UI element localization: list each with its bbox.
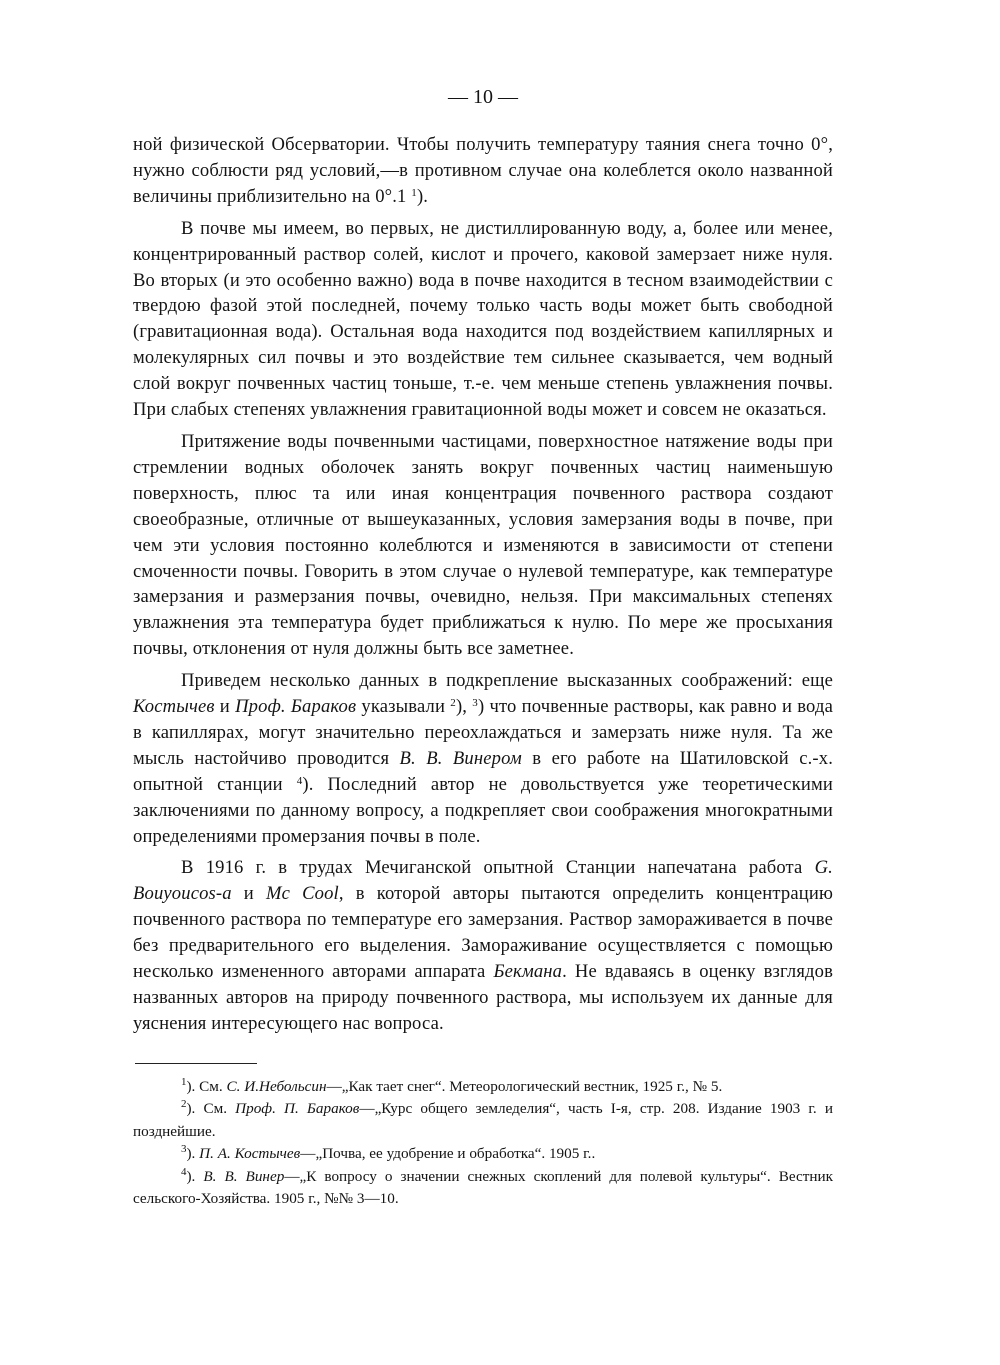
footnote-2: $^2$). См. Проф. П. Бараков—„Курс общего земледелия“, часть I-я, стр. 208. Издание 1903 г. и позднейшие.: [133, 1098, 833, 1140]
footnote-1: $^1$). См. С. И.Небольсин—„Как тает снег“. Метеорологический вестник, 1925 г., № 5.: [181, 1075, 723, 1095]
italic-name: П. А. Костычев: [199, 1145, 301, 1163]
italic-name: В. В. Винер: [203, 1167, 285, 1185]
footnote-marker: 3: [181, 1143, 187, 1156]
footnote-marker: 1: [411, 186, 417, 199]
paragraph-water-attraction: Притяжение воды почвенными частицами, поверхностное натяжение воды при стремлении водных оболочек занять вокруг почвенных частиц наименьшую поверхность, плюс та или иная концентрация почвенного раствора создают своеобразные, отличные от вышеуказанных, условия замерзания воды в почве, при чем эти условия постоянно колеблются и изменяются в зависимости от степени смоченности почвы. Говорить в этом случае о нулевой температуре, как температуре замерзания и размерзания почвы, очевидно, нельзя. При максимальных степенях увлажнения эта температура будет приближаться к нулю. По мере же просыхания почвы, отклонения от нуля должны быть все заметнее.: [133, 430, 833, 660]
italic-name: G. Bouyoucos-a: [133, 857, 833, 905]
footnotes: [133, 1076, 833, 1211]
italic-name: Проф. Бараков: [235, 696, 357, 718]
page-number: — 10 —: [448, 86, 518, 108]
paragraph-bouyoucos-study: В 1916 г. в трудах Мечиганской опытной Станции напечатана работа G. Bouyoucos-a и Mc Cool, в которой авторы пытаются определить концентрацию почвенного раствора по температуре его замерзания. Раствор замораживается в почве без предварительного его выделения. Замораживание осуществляется с помощью несколько измененного авторами аппарата Бекмана. Не вдаваясь в оценку взглядов названных авторов на природу почвенного раствора, мы используем их данные для уяснения интересующего нас вопроса.: [133, 857, 834, 1034]
italic-name: Костычев: [133, 696, 215, 718]
footnote-marker: 4: [181, 1165, 187, 1178]
italic-name: Mc Cool: [265, 883, 339, 905]
paragraph-continuation: ной физической Обсерватории. Чтобы получить температуру таяния снега точно 0°, нужно соблюсти ряд условий,—в противном случае она колеблется около названной величины приблизительно на 0°.1 $^1$).: [133, 134, 833, 207]
italic-name: Бекмана: [493, 961, 563, 983]
footnote-marker: 1: [181, 1075, 187, 1088]
footnote-4: $^4$). В. В. Винер—„К вопросу о значении снежных скоплений для полевой культуры“. Вестник сельского-Хозяйства. 1905 г., №№ 3—10.: [133, 1165, 834, 1208]
footnote-divider: [135, 1063, 257, 1064]
paragraph-supporting-data: Приведем несколько данных в подкрепление высказанных соображений: еще Костычев и Проф. Бараков указывали $^2$), $^3$) что почвенные растворы, как равно и вода в капиллярах, могут значительно переохлаждаться и замерзать ниже нуля. Та же мысль настойчиво проводится В. В. Винером в его работе на Шатиловской с.-х. опытной станции $^4$). Последний автор не довольствуется уже теоретическими заключениями по данному вопросу, а подкрепляет свои соображения многократными определениями промерзания почвы в поле.: [133, 670, 834, 847]
italic-name: В. В. Винером: [399, 747, 522, 769]
body-text: [133, 132, 833, 1037]
document-page: [133, 84, 833, 1211]
footnote-3: $^3$). П. А. Костычев—„Почва, ее удобрение и обработка“. 1905 г..: [181, 1143, 596, 1163]
footnote-marker: 3: [472, 697, 478, 710]
footnote-marker: 2: [181, 1098, 187, 1111]
italic-name: С. И.Небольсин: [226, 1077, 327, 1095]
footnote-marker: 2: [450, 697, 456, 710]
footnote-marker: 4: [296, 774, 303, 787]
paragraph-soil-solution: В почве мы имеем, во первых, не дистиллированную воду, а, более или менее, концентрированный раствор солей, кислот и прочего, каковой замерзает ниже нуля. Во вторых (и это особенно важно) вода в почве находится в тесном взаимодействии с твердою фазой этой последней, почему только часть воды может быть свободной (гравитационная вода). Остальная вода находится под воздействием капиллярных и молекулярных сил почвы и это воздействие тем сильнее сказывается, чем водный слой вокруг почвенных частиц тоньше, т.-е. чем меньше степень увлажнения почвы. При слабых степенях увлажнения гравитационной воды может и совсем не оказаться.: [133, 217, 833, 421]
italic-name: Проф. П. Бараков: [235, 1100, 360, 1118]
